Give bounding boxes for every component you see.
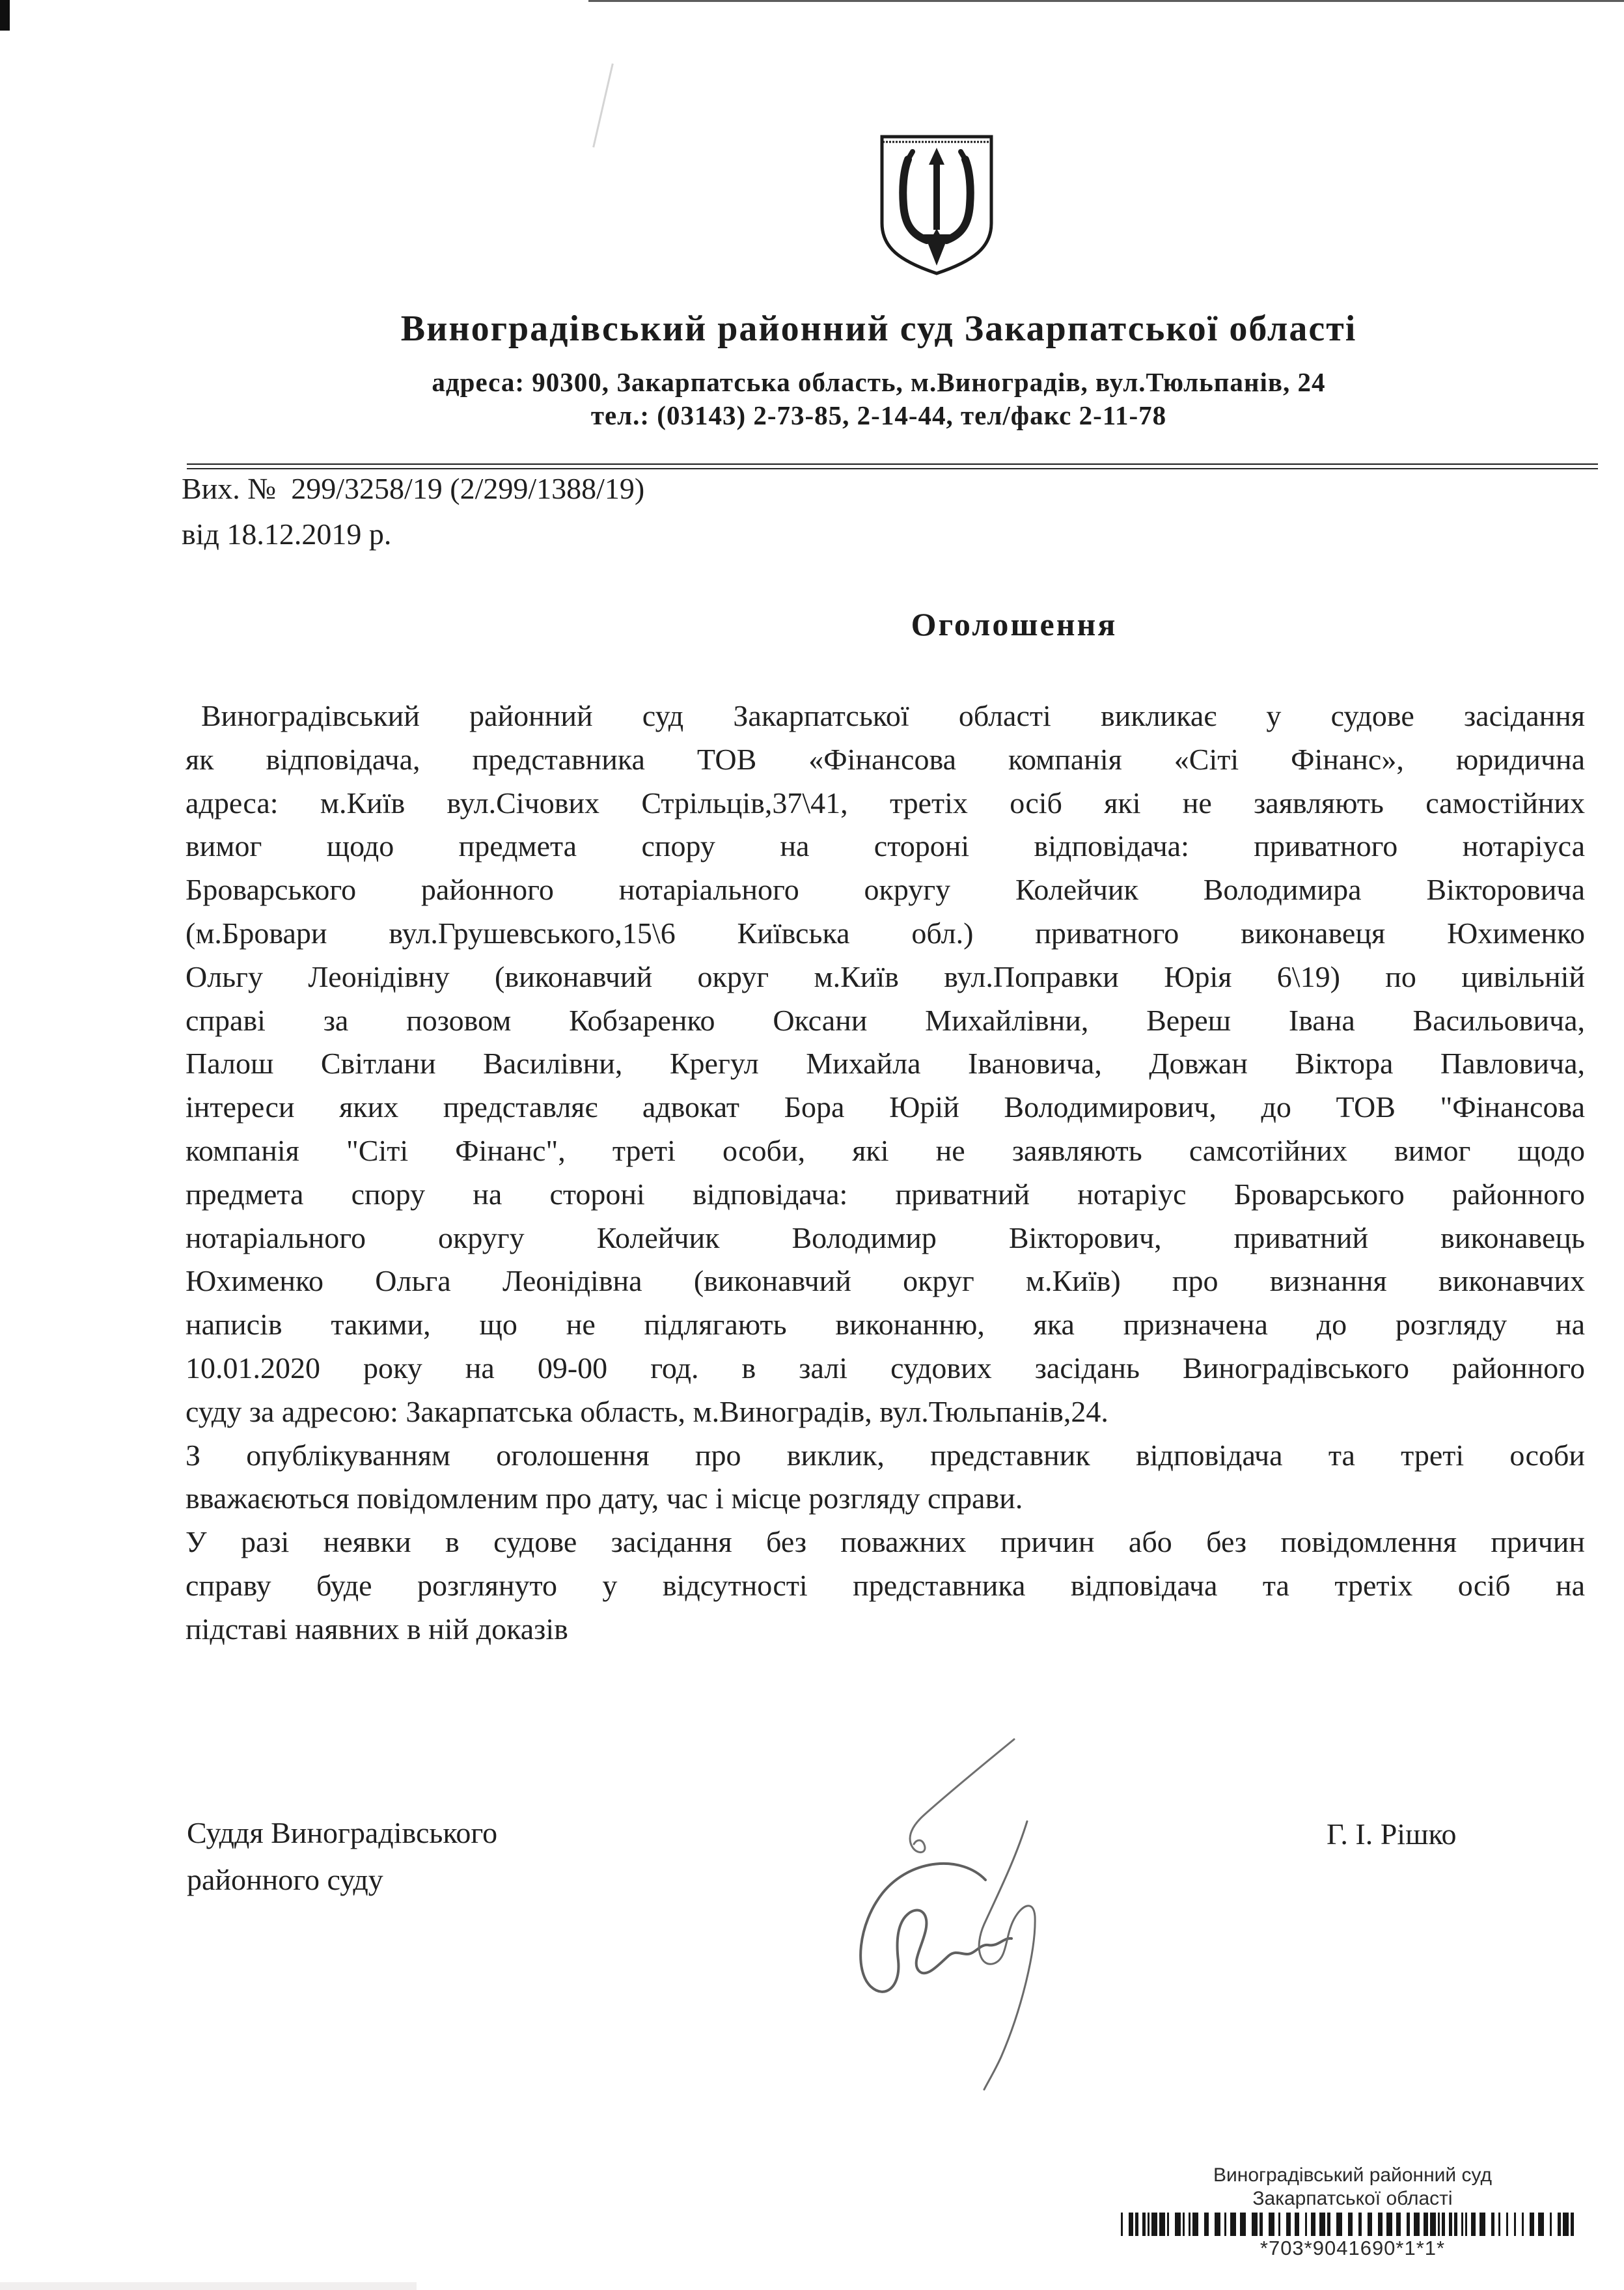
body-text-line: підставі наявних в ній доказів	[186, 1612, 568, 1646]
body-text-line: справі за позовом Кобзаренко Оксани Михайлівни, Вереш Івана Васильовича,	[186, 1003, 1585, 1037]
body-text-line: інтереси яких представляє адвокат Бора Юрій Володимирович, до ТОВ "Фінансова	[186, 1090, 1585, 1124]
body-text-line: компанія "Сіті Фінанс", треті особи, які не заявляють самсотійних вимог щодо	[186, 1133, 1585, 1167]
barcode-label-line-1: Виноградівський районний суд	[1213, 2164, 1492, 2186]
judge-name: Г. І. Рішко	[1327, 1817, 1457, 1851]
outgoing-reference-number: Вих. № 299/3258/19 (2/299/1388/19)	[182, 472, 645, 505]
barcode-icon	[1121, 2213, 1584, 2236]
scan-corner-artifact	[0, 0, 10, 31]
body-text-line: справу буде розглянуто у відсутності представника відповідача та третіх осіб на	[186, 1568, 1585, 1602]
scan-top-edge-artifact	[588, 0, 1624, 2]
body-text-line: предмета спору на стороні відповідача: приватний нотаріус Броварського районного	[186, 1177, 1585, 1211]
body-text-line: вважаєються повідомленим про дату, час і місце розгляду справи.	[186, 1482, 1023, 1515]
body-text-line: (м.Бровари вул.Грушевського,15\6 Київська обл.) приватного виконавеця Юхименко	[186, 916, 1585, 950]
body-text-line: вимог щодо предмета спору на стороні відповідача: приватного нотаріуса	[186, 829, 1585, 863]
ukraine-trident-emblem-icon	[877, 132, 996, 278]
header-divider-rule	[187, 463, 1598, 469]
barcode-label-line-2: Закарпатської області	[1252, 2188, 1453, 2209]
court-address-line: адреса: 90300, Закарпатська область, м.Виноградів, вул.Тюльпанів, 24	[432, 367, 1326, 397]
judge-role-line-2: районного суду	[187, 1863, 383, 1896]
body-text-line: Юхименко Ольга Леонідівна (виконавчий округ м.Київ) про визнання виконавчих	[186, 1264, 1585, 1298]
document-title: Оголошення	[911, 606, 1118, 642]
body-text-line: Ольгу Леонідівну (виконавчий округ м.Київ вул.Поправки Юрія 6\19) по цивільній	[186, 959, 1585, 993]
body-text-line: адреса: м.Київ вул.Січових Стрільців,37\41, третіх осіб які не заявляють самостійних	[186, 786, 1585, 820]
handwritten-signature	[821, 1725, 1043, 2109]
court-phone-line: тел.: (03143) 2-73-85, 2-14-44, тел/факс 2-11-78	[590, 400, 1167, 430]
judge-role-line-1: Суддя Виноградівського	[187, 1816, 498, 1849]
court-barcode-block	[1121, 2164, 1584, 2260]
court-name-heading: Виноградівський районний суд Закарпатської області	[400, 309, 1357, 349]
body-text-line: написів такими, що не підлягають виконанню, яка призначена до розгляду на	[186, 1308, 1585, 1342]
scan-bottom-artifact	[0, 2282, 417, 2290]
body-text-line: З опублікуванням оголошення про виклик, представник відповідача та треті особи	[186, 1438, 1585, 1472]
body-text-line: нотаріального округу Колейчик Володимир Вікторович, приватний виконавець	[186, 1221, 1585, 1254]
document-date: від 18.12.2019 р.	[182, 517, 392, 551]
body-text-line: як відповідача, представника ТОВ «Фінансова компанія «Сіті Фінанс», юридична	[186, 742, 1585, 776]
barcode-value-text: *703*9041690*1*1*	[1259, 2237, 1446, 2259]
body-text-line: Виноградівський районний суд Закарпатської області викликає у судове засідання	[201, 699, 1585, 732]
body-text-line: суду за адресою: Закарпатська область, м.Виноградів, вул.Тюльпанів,24.	[186, 1394, 1108, 1428]
body-text-line: У разі неявки в судове засідання без поважних причин або без повідомлення причин	[186, 1525, 1585, 1559]
body-text-line: 10.01.2020 року на 09-00 год. в залі судових засідань Виноградівського районного	[186, 1351, 1585, 1385]
announcement-body-text	[186, 695, 1585, 1651]
body-text-line: Броварського районного нотаріального округу Колейчик Володимира Вікторовича	[186, 873, 1585, 907]
body-text-line: Палош Світлани Василівни, Крегул Михайла Івановича, Довжан Віктора Павловича,	[186, 1047, 1585, 1081]
scan-scratch-artifact	[592, 63, 614, 147]
